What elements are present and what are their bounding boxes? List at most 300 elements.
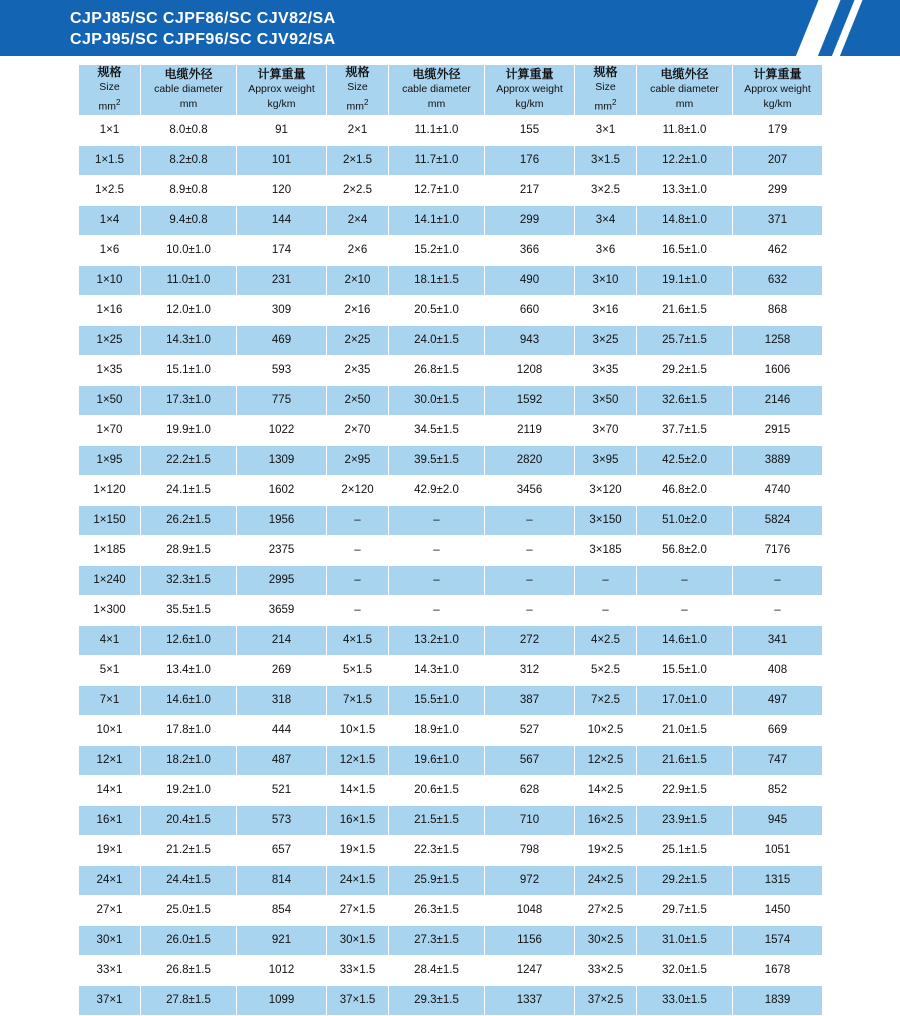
cell-weight: 3889 bbox=[733, 445, 823, 475]
cell-size: 2×6 bbox=[327, 235, 389, 265]
cell-weight: 2820 bbox=[485, 445, 575, 475]
cell-size: 4×1 bbox=[79, 625, 141, 655]
cell-size: 1×95 bbox=[79, 445, 141, 475]
cell-diameter: 33.0±1.5 bbox=[637, 985, 733, 1015]
cell-size: 3×150 bbox=[575, 505, 637, 535]
cell-weight: 1602 bbox=[237, 475, 327, 505]
cell-weight: 269 bbox=[237, 655, 327, 685]
cell-size: 1×2.5 bbox=[79, 175, 141, 205]
cell-diameter: 12.6±1.0 bbox=[141, 625, 237, 655]
cell-size: 3×50 bbox=[575, 385, 637, 415]
column-header-diameter-1-cn: 电缆外径 bbox=[164, 67, 213, 82]
table-row bbox=[79, 565, 823, 595]
cell-diameter: 27.8±1.5 bbox=[141, 985, 237, 1015]
cell-weight: 214 bbox=[237, 625, 327, 655]
cell-diameter: 8.2±0.8 bbox=[141, 145, 237, 175]
cell-weight: 1450 bbox=[733, 895, 823, 925]
table-row bbox=[79, 985, 823, 1015]
table-row bbox=[79, 895, 823, 925]
table-row bbox=[79, 655, 823, 685]
cell-diameter: 46.8±2.0 bbox=[637, 475, 733, 505]
cell-diameter: 32.3±1.5 bbox=[141, 565, 237, 595]
cell-diameter: 20.6±1.5 bbox=[389, 775, 485, 805]
cell-diameter: 21.2±1.5 bbox=[141, 835, 237, 865]
column-header-weight-2 bbox=[485, 65, 575, 116]
cell-weight: 1956 bbox=[237, 505, 327, 535]
cell-weight: 628 bbox=[485, 775, 575, 805]
cell-diameter: 25.7±1.5 bbox=[637, 325, 733, 355]
cell-diameter: 11.0±1.0 bbox=[141, 265, 237, 295]
cell-weight: – bbox=[485, 535, 575, 565]
cell-weight: 341 bbox=[733, 625, 823, 655]
cell-weight: 1592 bbox=[485, 385, 575, 415]
cell-weight: 318 bbox=[237, 685, 327, 715]
cell-size: 4×2.5 bbox=[575, 625, 637, 655]
cell-weight: 1048 bbox=[485, 895, 575, 925]
cell-diameter: 28.9±1.5 bbox=[141, 535, 237, 565]
unit-text: mm bbox=[98, 100, 117, 113]
cell-size: 5×1.5 bbox=[327, 655, 389, 685]
cell-diameter: 9.4±0.8 bbox=[141, 205, 237, 235]
table-row bbox=[79, 475, 823, 505]
column-header-size-2-en: Size bbox=[347, 81, 368, 93]
cell-size: 3×6 bbox=[575, 235, 637, 265]
cell-diameter: 15.2±1.0 bbox=[389, 235, 485, 265]
cell-diameter: 29.2±1.5 bbox=[637, 865, 733, 895]
cell-size: 10×2.5 bbox=[575, 715, 637, 745]
cell-size: – bbox=[327, 535, 389, 565]
cell-size: 2×50 bbox=[327, 385, 389, 415]
cell-size: 19×2.5 bbox=[575, 835, 637, 865]
cell-size: 2×70 bbox=[327, 415, 389, 445]
cell-weight: 1208 bbox=[485, 355, 575, 385]
cell-weight: 1574 bbox=[733, 925, 823, 955]
cell-weight: 660 bbox=[485, 295, 575, 325]
cell-weight: 207 bbox=[733, 145, 823, 175]
cell-diameter: 32.6±1.5 bbox=[637, 385, 733, 415]
cell-diameter: – bbox=[637, 565, 733, 595]
cell-weight: 1678 bbox=[733, 955, 823, 985]
column-header-weight-3 bbox=[733, 65, 823, 116]
cell-size: 10×1.5 bbox=[327, 715, 389, 745]
cell-diameter: 22.3±1.5 bbox=[389, 835, 485, 865]
column-header-diameter-2-unit: mm bbox=[427, 98, 446, 111]
cell-weight: 669 bbox=[733, 715, 823, 745]
table-row bbox=[79, 415, 823, 445]
column-header-size-1-en: Size bbox=[99, 81, 120, 93]
cell-size: 19×1.5 bbox=[327, 835, 389, 865]
table-row bbox=[79, 715, 823, 745]
column-header-diameter-2 bbox=[389, 65, 485, 116]
column-header-weight-2-cn: 计算重量 bbox=[505, 67, 554, 82]
column-header-diameter-3 bbox=[637, 65, 733, 116]
table-body bbox=[79, 115, 823, 1015]
cell-diameter: 56.8±2.0 bbox=[637, 535, 733, 565]
cell-weight: 101 bbox=[237, 145, 327, 175]
cell-weight: 1309 bbox=[237, 445, 327, 475]
cell-diameter: 19.1±1.0 bbox=[637, 265, 733, 295]
cell-weight: 2146 bbox=[733, 385, 823, 415]
cell-diameter: 27.3±1.5 bbox=[389, 925, 485, 955]
cell-weight: – bbox=[485, 595, 575, 625]
table-header-row bbox=[79, 65, 823, 116]
cell-weight: 497 bbox=[733, 685, 823, 715]
cell-diameter: 26.8±1.5 bbox=[389, 355, 485, 385]
cell-size: 30×2.5 bbox=[575, 925, 637, 955]
cell-diameter: 25.1±1.5 bbox=[637, 835, 733, 865]
cell-weight: – bbox=[485, 565, 575, 595]
cell-diameter: 17.8±1.0 bbox=[141, 715, 237, 745]
cell-size: 1×6 bbox=[79, 235, 141, 265]
cell-weight: 1258 bbox=[733, 325, 823, 355]
cell-weight: 299 bbox=[485, 205, 575, 235]
cell-size: – bbox=[327, 595, 389, 625]
table-row bbox=[79, 805, 823, 835]
cell-diameter: 18.2±1.0 bbox=[141, 745, 237, 775]
cell-weight: 272 bbox=[485, 625, 575, 655]
cell-size: 1×150 bbox=[79, 505, 141, 535]
cell-diameter: 28.4±1.5 bbox=[389, 955, 485, 985]
cell-diameter: 42.5±2.0 bbox=[637, 445, 733, 475]
column-header-weight-3-en: Approx weight bbox=[744, 83, 811, 96]
column-header-diameter-1-unit: mm bbox=[179, 98, 198, 111]
column-header-weight-1-en: Approx weight bbox=[248, 83, 315, 96]
cell-size: 3×16 bbox=[575, 295, 637, 325]
column-header-weight-1-unit: kg/km bbox=[267, 98, 296, 111]
table-row bbox=[79, 505, 823, 535]
column-header-size-1-cn: 规格 bbox=[97, 65, 122, 79]
cell-size: 27×2.5 bbox=[575, 895, 637, 925]
cell-diameter: 39.5±1.5 bbox=[389, 445, 485, 475]
column-header-diameter-2-en: cable diameter bbox=[402, 83, 471, 96]
cell-weight: 657 bbox=[237, 835, 327, 865]
cell-size: 2×35 bbox=[327, 355, 389, 385]
cell-weight: 231 bbox=[237, 265, 327, 295]
column-header-size-3-cn: 规格 bbox=[593, 65, 618, 79]
cell-weight: 1012 bbox=[237, 955, 327, 985]
cell-weight: – bbox=[485, 505, 575, 535]
cell-diameter: 14.8±1.0 bbox=[637, 205, 733, 235]
cell-weight: 176 bbox=[485, 145, 575, 175]
cell-diameter: 24.4±1.5 bbox=[141, 865, 237, 895]
cell-size: 1×70 bbox=[79, 415, 141, 445]
cell-weight: 632 bbox=[733, 265, 823, 295]
cell-weight: 521 bbox=[237, 775, 327, 805]
cell-weight: 1099 bbox=[237, 985, 327, 1015]
cell-size: 24×1.5 bbox=[327, 865, 389, 895]
cell-diameter: 15.5±1.0 bbox=[389, 685, 485, 715]
cell-size: 16×2.5 bbox=[575, 805, 637, 835]
cell-weight: 7176 bbox=[733, 535, 823, 565]
cell-diameter: 19.6±1.0 bbox=[389, 745, 485, 775]
cell-size: 7×1 bbox=[79, 685, 141, 715]
cell-size: 24×1 bbox=[79, 865, 141, 895]
cell-weight: 943 bbox=[485, 325, 575, 355]
cell-weight: 2119 bbox=[485, 415, 575, 445]
column-header-size-2-cn: 规格 bbox=[345, 65, 370, 79]
table-row bbox=[79, 775, 823, 805]
cell-size: 37×1 bbox=[79, 985, 141, 1015]
cell-diameter: 11.1±1.0 bbox=[389, 115, 485, 145]
table-row bbox=[79, 925, 823, 955]
cell-diameter: 21.6±1.5 bbox=[637, 295, 733, 325]
cell-size: 5×1 bbox=[79, 655, 141, 685]
cell-weight: 1315 bbox=[733, 865, 823, 895]
cell-size: 1×16 bbox=[79, 295, 141, 325]
cell-size: 24×2.5 bbox=[575, 865, 637, 895]
cell-size: 33×1 bbox=[79, 955, 141, 985]
cell-size: 2×2.5 bbox=[327, 175, 389, 205]
cell-weight: 868 bbox=[733, 295, 823, 325]
cell-diameter: 19.9±1.0 bbox=[141, 415, 237, 445]
cell-weight: 2375 bbox=[237, 535, 327, 565]
cell-weight: 487 bbox=[237, 745, 327, 775]
cell-size: 1×25 bbox=[79, 325, 141, 355]
table-row bbox=[79, 145, 823, 175]
table-row bbox=[79, 685, 823, 715]
table-row bbox=[79, 835, 823, 865]
column-header-size-3-en: Size bbox=[595, 81, 616, 93]
cell-diameter: 10.0±1.0 bbox=[141, 235, 237, 265]
cell-size: 12×1.5 bbox=[327, 745, 389, 775]
cell-size: 3×120 bbox=[575, 475, 637, 505]
product-code-titles bbox=[70, 8, 336, 50]
table-row bbox=[79, 385, 823, 415]
cell-diameter: 18.1±1.5 bbox=[389, 265, 485, 295]
cell-weight: 567 bbox=[485, 745, 575, 775]
cell-size: – bbox=[575, 565, 637, 595]
unit-text: mm bbox=[594, 100, 613, 113]
cell-diameter: – bbox=[389, 565, 485, 595]
cell-diameter: 26.3±1.5 bbox=[389, 895, 485, 925]
cell-diameter: 14.3±1.0 bbox=[141, 325, 237, 355]
cell-diameter: 14.1±1.0 bbox=[389, 205, 485, 235]
cell-weight: 921 bbox=[237, 925, 327, 955]
column-header-size-3 bbox=[575, 65, 637, 116]
cell-diameter: 14.3±1.0 bbox=[389, 655, 485, 685]
cell-weight: 3659 bbox=[237, 595, 327, 625]
table-row bbox=[79, 595, 823, 625]
column-header-diameter-3-en: cable diameter bbox=[650, 83, 719, 96]
column-header-diameter-3-cn: 电缆外径 bbox=[660, 67, 709, 82]
cell-size: 1×300 bbox=[79, 595, 141, 625]
cell-diameter: 29.2±1.5 bbox=[637, 355, 733, 385]
cell-size: 14×1 bbox=[79, 775, 141, 805]
cell-diameter: 37.7±1.5 bbox=[637, 415, 733, 445]
cell-diameter: 12.0±1.0 bbox=[141, 295, 237, 325]
spec-table-container bbox=[0, 56, 900, 1016]
cell-size: 3×4 bbox=[575, 205, 637, 235]
cell-size: 3×2.5 bbox=[575, 175, 637, 205]
table-row bbox=[79, 115, 823, 145]
cell-size: 2×25 bbox=[327, 325, 389, 355]
cell-diameter: 16.5±1.0 bbox=[637, 235, 733, 265]
table-header bbox=[79, 65, 823, 116]
cell-diameter: 22.2±1.5 bbox=[141, 445, 237, 475]
column-header-size-1 bbox=[79, 65, 141, 116]
cell-weight: 972 bbox=[485, 865, 575, 895]
cell-diameter: – bbox=[389, 535, 485, 565]
table-row bbox=[79, 955, 823, 985]
cell-diameter: 13.3±1.0 bbox=[637, 175, 733, 205]
cell-diameter: 15.5±1.0 bbox=[637, 655, 733, 685]
cell-size: 33×1.5 bbox=[327, 955, 389, 985]
cell-diameter: 42.9±2.0 bbox=[389, 475, 485, 505]
cell-weight: 408 bbox=[733, 655, 823, 685]
product-code-line-1: CJPJ85/SC CJPF86/SC CJV82/SA bbox=[70, 10, 336, 27]
cell-size: 3×10 bbox=[575, 265, 637, 295]
column-header-diameter-1 bbox=[141, 65, 237, 116]
cell-size: 1×50 bbox=[79, 385, 141, 415]
unit-superscript: 2 bbox=[364, 98, 369, 107]
cell-weight: 1156 bbox=[485, 925, 575, 955]
column-header-size-3-unit bbox=[575, 95, 636, 115]
cell-weight: 852 bbox=[733, 775, 823, 805]
column-header-weight-1 bbox=[237, 65, 327, 116]
cell-weight: 309 bbox=[237, 295, 327, 325]
cell-diameter: 12.7±1.0 bbox=[389, 175, 485, 205]
cell-size: 2×1 bbox=[327, 115, 389, 145]
cell-diameter: 23.9±1.5 bbox=[637, 805, 733, 835]
cell-weight: 312 bbox=[485, 655, 575, 685]
cell-size: 1×120 bbox=[79, 475, 141, 505]
table-row bbox=[79, 625, 823, 655]
cell-size: – bbox=[327, 565, 389, 595]
cell-diameter: 8.0±0.8 bbox=[141, 115, 237, 145]
cell-diameter: 24.1±1.5 bbox=[141, 475, 237, 505]
cell-weight: 775 bbox=[237, 385, 327, 415]
cell-size: 27×1.5 bbox=[327, 895, 389, 925]
cell-size: 16×1.5 bbox=[327, 805, 389, 835]
cell-size: 12×2.5 bbox=[575, 745, 637, 775]
cable-specification-table bbox=[78, 64, 823, 1016]
column-header-weight-2-en: Approx weight bbox=[496, 83, 563, 96]
table-row bbox=[79, 265, 823, 295]
cell-diameter: 13.2±1.0 bbox=[389, 625, 485, 655]
cell-size: 1×35 bbox=[79, 355, 141, 385]
cell-size: 16×1 bbox=[79, 805, 141, 835]
cell-diameter: 31.0±1.5 bbox=[637, 925, 733, 955]
cell-weight: – bbox=[733, 565, 823, 595]
cell-weight: 945 bbox=[733, 805, 823, 835]
cell-size: 4×1.5 bbox=[327, 625, 389, 655]
table-row bbox=[79, 745, 823, 775]
cell-diameter: 20.5±1.0 bbox=[389, 295, 485, 325]
cell-size: 7×1.5 bbox=[327, 685, 389, 715]
cell-diameter: – bbox=[389, 595, 485, 625]
cell-weight: 144 bbox=[237, 205, 327, 235]
cell-size: 3×1.5 bbox=[575, 145, 637, 175]
table-row bbox=[79, 295, 823, 325]
cell-size: 14×2.5 bbox=[575, 775, 637, 805]
cell-diameter: 51.0±2.0 bbox=[637, 505, 733, 535]
cell-size: 33×2.5 bbox=[575, 955, 637, 985]
cell-weight: 155 bbox=[485, 115, 575, 145]
table-row bbox=[79, 205, 823, 235]
cell-weight: 387 bbox=[485, 685, 575, 715]
cell-weight: 366 bbox=[485, 235, 575, 265]
cell-diameter: 24.0±1.5 bbox=[389, 325, 485, 355]
cell-weight: 710 bbox=[485, 805, 575, 835]
cell-size: 19×1 bbox=[79, 835, 141, 865]
column-header-weight-2-unit: kg/km bbox=[515, 98, 544, 111]
cell-weight: – bbox=[733, 595, 823, 625]
unit-text: mm bbox=[346, 100, 365, 113]
cell-diameter: 20.4±1.5 bbox=[141, 805, 237, 835]
table-row bbox=[79, 535, 823, 565]
cell-size: 3×95 bbox=[575, 445, 637, 475]
column-header-weight-1-cn: 计算重量 bbox=[257, 67, 306, 82]
table-row bbox=[79, 445, 823, 475]
cell-diameter: 8.9±0.8 bbox=[141, 175, 237, 205]
cell-weight: 814 bbox=[237, 865, 327, 895]
unit-superscript: 2 bbox=[612, 98, 617, 107]
cell-size: 3×35 bbox=[575, 355, 637, 385]
table-row bbox=[79, 175, 823, 205]
cell-size: 27×1 bbox=[79, 895, 141, 925]
cell-weight: 490 bbox=[485, 265, 575, 295]
cell-weight: 527 bbox=[485, 715, 575, 745]
column-header-weight-3-cn: 计算重量 bbox=[753, 67, 802, 82]
cell-diameter: 29.7±1.5 bbox=[637, 895, 733, 925]
cell-diameter: 17.0±1.0 bbox=[637, 685, 733, 715]
cell-diameter: 29.3±1.5 bbox=[389, 985, 485, 1015]
cell-weight: 1247 bbox=[485, 955, 575, 985]
cell-size: 3×185 bbox=[575, 535, 637, 565]
cell-diameter: 21.6±1.5 bbox=[637, 745, 733, 775]
cell-diameter: 18.9±1.0 bbox=[389, 715, 485, 745]
cell-diameter: 13.4±1.0 bbox=[141, 655, 237, 685]
cell-weight: 1606 bbox=[733, 355, 823, 385]
cell-diameter: 32.0±1.5 bbox=[637, 955, 733, 985]
cell-size: 12×1 bbox=[79, 745, 141, 775]
table-row bbox=[79, 355, 823, 385]
cell-weight: 5824 bbox=[733, 505, 823, 535]
cell-diameter: 21.5±1.5 bbox=[389, 805, 485, 835]
cell-size: 2×10 bbox=[327, 265, 389, 295]
cell-weight: 179 bbox=[733, 115, 823, 145]
cell-weight: 462 bbox=[733, 235, 823, 265]
cell-weight: 1051 bbox=[733, 835, 823, 865]
cell-weight: 747 bbox=[733, 745, 823, 775]
cell-size: 1×240 bbox=[79, 565, 141, 595]
cell-weight: 469 bbox=[237, 325, 327, 355]
cell-size: 2×95 bbox=[327, 445, 389, 475]
cell-size: 3×1 bbox=[575, 115, 637, 145]
cell-diameter: – bbox=[637, 595, 733, 625]
cell-diameter: 14.6±1.0 bbox=[637, 625, 733, 655]
cell-diameter: 26.2±1.5 bbox=[141, 505, 237, 535]
cell-size: 1×1 bbox=[79, 115, 141, 145]
table-row bbox=[79, 865, 823, 895]
cell-weight: 120 bbox=[237, 175, 327, 205]
cell-weight: 2915 bbox=[733, 415, 823, 445]
cell-weight: 593 bbox=[237, 355, 327, 385]
cell-diameter: 12.2±1.0 bbox=[637, 145, 733, 175]
cell-size: 2×16 bbox=[327, 295, 389, 325]
cell-diameter: 22.9±1.5 bbox=[637, 775, 733, 805]
cell-diameter: 25.9±1.5 bbox=[389, 865, 485, 895]
cell-weight: 299 bbox=[733, 175, 823, 205]
column-header-diameter-1-en: cable diameter bbox=[154, 83, 223, 96]
table-row bbox=[79, 235, 823, 265]
cell-diameter: 11.8±1.0 bbox=[637, 115, 733, 145]
cell-size: 2×1.5 bbox=[327, 145, 389, 175]
cell-size: 1×4 bbox=[79, 205, 141, 235]
cell-size: 1×185 bbox=[79, 535, 141, 565]
cell-weight: 444 bbox=[237, 715, 327, 745]
page-header-banner bbox=[0, 0, 900, 56]
